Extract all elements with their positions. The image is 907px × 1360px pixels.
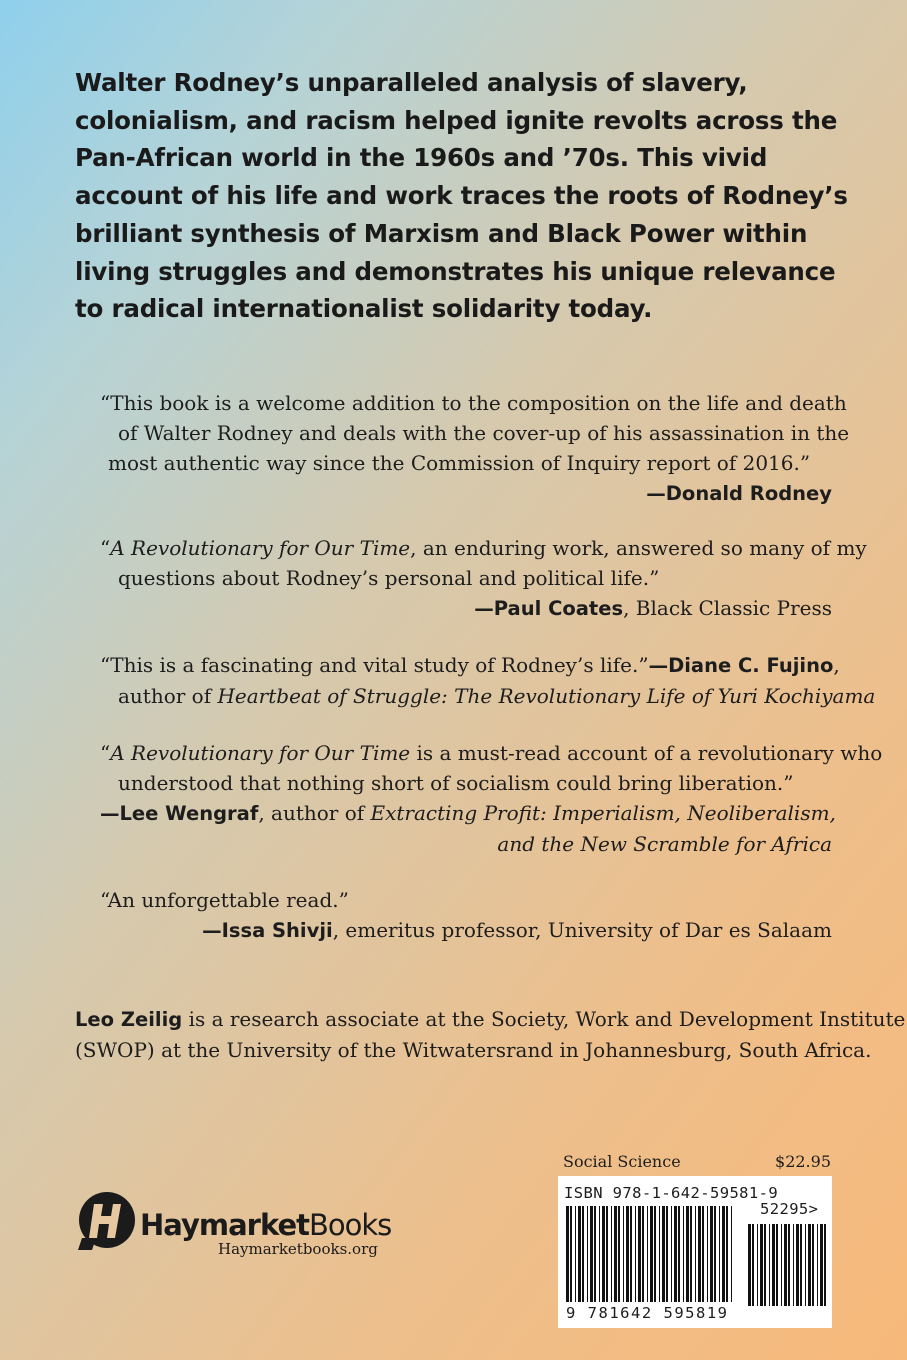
quote-author: —Issa Shivji bbox=[202, 919, 333, 942]
barcode-bar bbox=[784, 1224, 787, 1306]
barcode-bar bbox=[702, 1206, 704, 1302]
barcode-bar bbox=[769, 1224, 770, 1306]
barcode-bar bbox=[638, 1206, 641, 1302]
barcode-bar bbox=[686, 1206, 689, 1302]
barcode-bar bbox=[575, 1206, 576, 1302]
barcode-addon-bars bbox=[748, 1224, 826, 1306]
barcode-bar bbox=[824, 1224, 826, 1306]
barcode-bar bbox=[796, 1224, 799, 1306]
barcode-bar bbox=[698, 1206, 701, 1302]
barcode-bar bbox=[614, 1206, 617, 1302]
barcode-bar bbox=[606, 1206, 608, 1302]
quote-text: understood that nothing short of socialism could bring liberation.” bbox=[118, 771, 794, 795]
barcode-bar bbox=[788, 1224, 790, 1306]
book-title: and the New Scramble for Africa bbox=[497, 832, 832, 856]
barcode-bar bbox=[659, 1206, 660, 1302]
barcode-bar bbox=[570, 1206, 572, 1302]
endorsement-quote bbox=[100, 650, 876, 711]
quote-line: “This book is a welcome addition to the composition on the life and death bbox=[100, 391, 847, 415]
barcode-bar bbox=[683, 1206, 684, 1302]
category-label: Social Science bbox=[563, 1152, 681, 1171]
barcode-bar bbox=[781, 1224, 782, 1306]
quote-affiliation: , Black Classic Press bbox=[623, 596, 832, 620]
bio-text: (SWOP) at the University of the Witwatersrand in Johannesburg, South Africa. bbox=[75, 1038, 872, 1062]
barcode-bar bbox=[623, 1206, 624, 1302]
barcode-addon-number: 52295> bbox=[760, 1200, 819, 1218]
endorsement-quote bbox=[100, 885, 832, 946]
category-price-row bbox=[563, 1152, 831, 1171]
book-title: A Revolutionary for Our Time bbox=[110, 741, 411, 765]
barcode-bar bbox=[748, 1224, 751, 1306]
barcode-bar bbox=[800, 1224, 802, 1306]
barcode-bar bbox=[654, 1206, 656, 1302]
quote-text: “This is a fascinating and vital study of Rodney’s life.” bbox=[100, 653, 649, 677]
barcode-bar bbox=[752, 1224, 754, 1306]
barcode-bar bbox=[642, 1206, 644, 1302]
endorsement-quote: “A Revolutionary for Our Time, an enduring work, answered so many of my questions about Rodney’s personal and political life.” —Paul Coates, Black Classic Press bbox=[100, 536, 867, 620]
barcode-graphic bbox=[564, 1206, 828, 1306]
barcode-bar bbox=[772, 1224, 775, 1306]
barcode-main-bars bbox=[566, 1206, 732, 1302]
book-blurb: Walter Rodney’s unparalleled analysis of slavery, colonialism, and racism helped ignite revolts across the Pan-African world in the 1960s and ’70s. This vivid account of his life and work traces the roots of Rodney’s brilliant synthesis of Marxism and Black Power within living struggles and demonstrates his unique relevance to radical internationalist solidarity today. bbox=[75, 68, 848, 324]
endorsement-quote: “A Revolutionary for Our Time is a must-read account of a revolutionary who understood that nothing short of socialism could bring liberation.” —Lee Wengraf, author of Extracting Profit: Imperialism, Neoliberalism, and the New Scramble for Africa bbox=[100, 741, 883, 856]
barcode-bar bbox=[817, 1224, 818, 1306]
barcode-bar bbox=[671, 1206, 672, 1302]
quote-author: —Paul Coates bbox=[474, 597, 624, 620]
quote-line: of Walter Rodney and deals with the cover-up of his assassination in the bbox=[118, 421, 850, 445]
barcode-bar bbox=[722, 1206, 725, 1302]
price-label: $22.95 bbox=[775, 1152, 831, 1171]
barcode-bar bbox=[678, 1206, 680, 1302]
author-name: Leo Zeilig bbox=[75, 1008, 183, 1031]
quote-text: “An unforgettable read.” bbox=[100, 888, 349, 912]
barcode-bar bbox=[630, 1206, 632, 1302]
publisher-name-bold: Haymarket bbox=[140, 1208, 309, 1242]
barcode-bar bbox=[611, 1206, 612, 1302]
barcode-bar bbox=[594, 1206, 596, 1302]
publisher-url: Haymarketbooks.org bbox=[218, 1240, 378, 1258]
barcode-bar bbox=[776, 1224, 778, 1306]
barcode-bar bbox=[695, 1206, 696, 1302]
barcode-bar bbox=[635, 1206, 636, 1302]
bio-text: is a research associate at the Society, Work and Development Institute bbox=[182, 1007, 906, 1031]
barcode-bar bbox=[618, 1206, 620, 1302]
quote-affiliation: author of bbox=[118, 684, 218, 708]
barcode-bar bbox=[578, 1206, 581, 1302]
quote-affiliation: , author of bbox=[258, 801, 371, 825]
quote-affiliation: , bbox=[833, 653, 840, 677]
barcode-bar bbox=[602, 1206, 605, 1302]
publisher-name-regular: Books bbox=[308, 1208, 392, 1242]
barcode-bar bbox=[714, 1206, 716, 1302]
quote-affiliation: , emeritus professor, University of Dar es Salaam bbox=[332, 918, 832, 942]
isbn-label: ISBN 978-1-642-59581-9 bbox=[564, 1184, 779, 1202]
barcode-bar bbox=[808, 1224, 811, 1306]
barcode-bar bbox=[566, 1206, 569, 1302]
quote-text: questions about Rodney’s personal and political life.” bbox=[118, 566, 660, 590]
barcode-bar bbox=[647, 1206, 648, 1302]
barcode-bar bbox=[820, 1224, 823, 1306]
barcode-bar bbox=[793, 1224, 794, 1306]
barcode-bar bbox=[690, 1206, 692, 1302]
barcode-bar bbox=[719, 1206, 720, 1302]
barcode-bar bbox=[726, 1206, 728, 1302]
barcode-bar bbox=[710, 1206, 713, 1302]
barcode-bar bbox=[707, 1206, 708, 1302]
author-bio bbox=[75, 1004, 906, 1065]
quote-text: is a must-read account of a revolutionary who bbox=[410, 741, 883, 765]
barcode-bar bbox=[764, 1224, 766, 1306]
barcode-bar bbox=[626, 1206, 629, 1302]
haymarket-logo-icon bbox=[76, 1186, 136, 1256]
book-title: A Revolutionary for Our Time bbox=[110, 536, 411, 560]
barcode-number: 9 781642 595819 bbox=[566, 1304, 729, 1322]
barcode-bar bbox=[582, 1206, 584, 1302]
quote-author: —Lee Wengraf bbox=[100, 802, 259, 825]
barcode-bar bbox=[650, 1206, 653, 1302]
barcode-bar bbox=[760, 1224, 763, 1306]
quote-line: most authentic way since the Commission of Inquiry report of 2016.” bbox=[108, 451, 811, 475]
barcode-bar bbox=[587, 1206, 588, 1302]
quote-text: , an enduring work, answered so many of my bbox=[410, 536, 867, 560]
barcode-bar bbox=[662, 1206, 665, 1302]
endorsement-quote bbox=[100, 388, 850, 509]
barcode-bar bbox=[812, 1224, 814, 1306]
quote-author: —Diane C. Fujino bbox=[648, 654, 834, 677]
barcode-bar bbox=[674, 1206, 677, 1302]
barcode-bar bbox=[590, 1206, 593, 1302]
book-title: Heartbeat of Struggle: The Revolutionary Life of Yuri Kochiyama bbox=[217, 684, 876, 708]
barcode-bar bbox=[805, 1224, 806, 1306]
book-title: Extracting Profit: Imperialism, Neoliberalism, bbox=[370, 801, 836, 825]
barcode-bar bbox=[757, 1224, 758, 1306]
quote-author: —Donald Rodney bbox=[646, 482, 832, 505]
barcode-bar bbox=[666, 1206, 668, 1302]
publisher-name bbox=[140, 1208, 391, 1242]
barcode-bar bbox=[731, 1206, 732, 1302]
barcode-bar bbox=[599, 1206, 600, 1302]
